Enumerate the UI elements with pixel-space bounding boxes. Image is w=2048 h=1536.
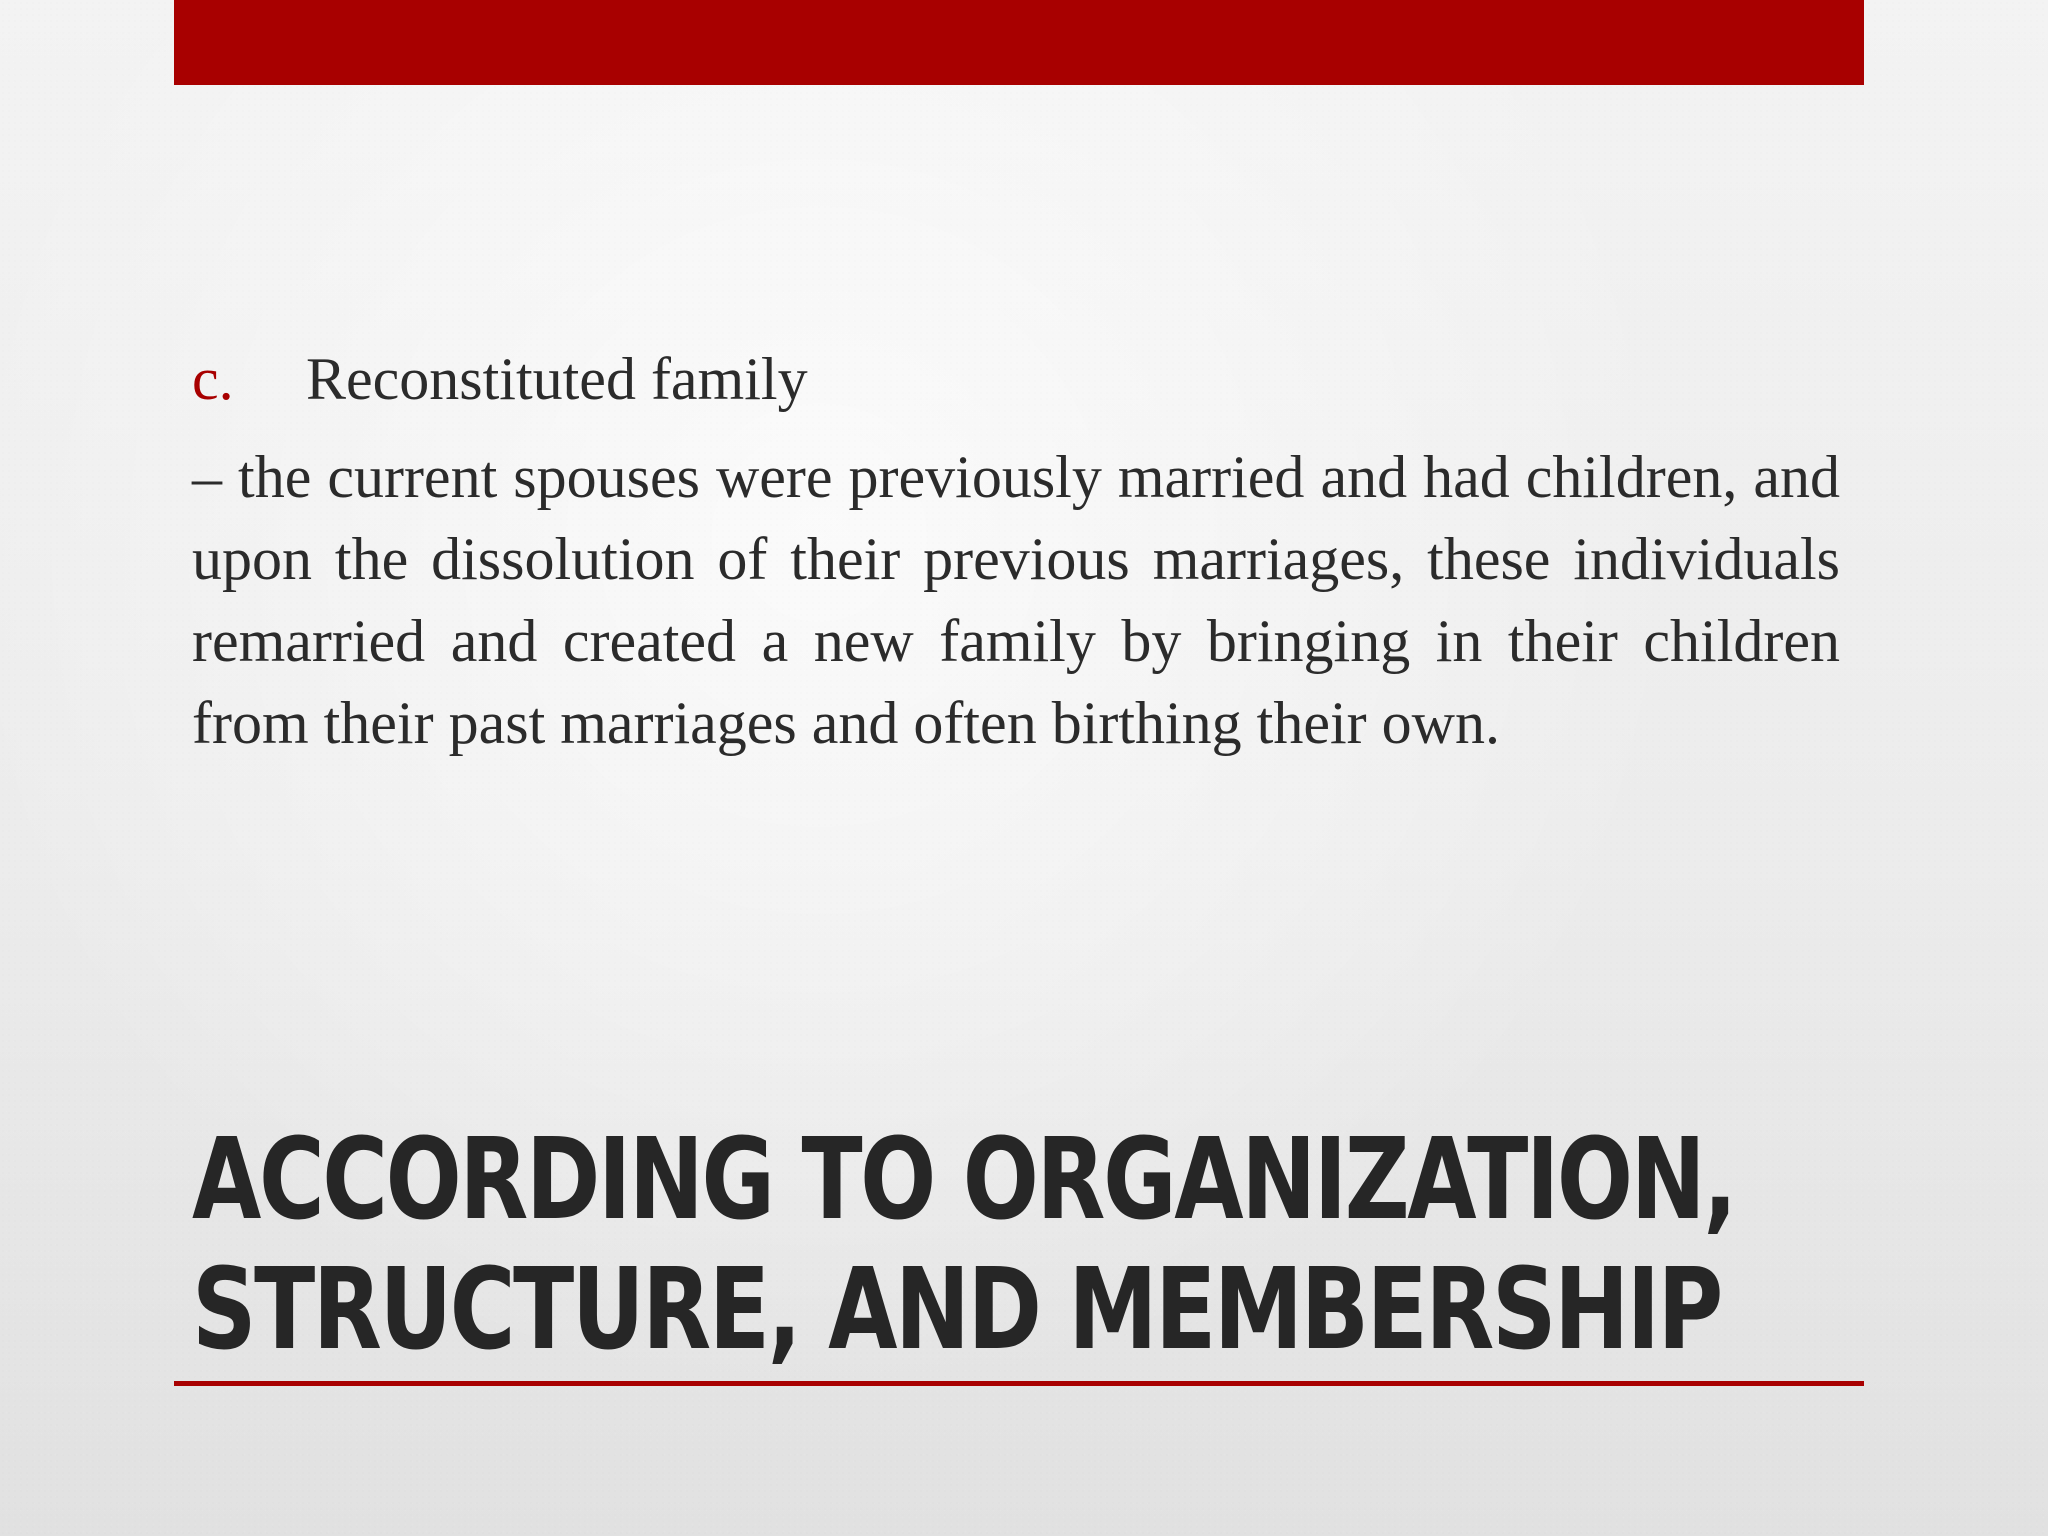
slide-content [192,338,1840,824]
slide-title [192,1115,1735,1375]
family-type-list-item [192,338,1840,420]
slide-title-line-2: STRUCTURE, AND MEMBERSHIP [192,1245,1721,1375]
top-accent-bar [174,0,1864,85]
slide-title-line-1: ACCORDING TO ORGANIZATION, [192,1115,1735,1245]
list-marker: c. [192,346,234,412]
title-underline [174,1381,1864,1386]
family-type-description: – the current spouses were previously married and had children, and upon the dissolution of their previous marriages, these individuals remarried and created a new family by bringing in their children from their past marriages and often birthing their own. [192,444,1840,756]
family-type-title: Reconstituted family [306,346,808,412]
